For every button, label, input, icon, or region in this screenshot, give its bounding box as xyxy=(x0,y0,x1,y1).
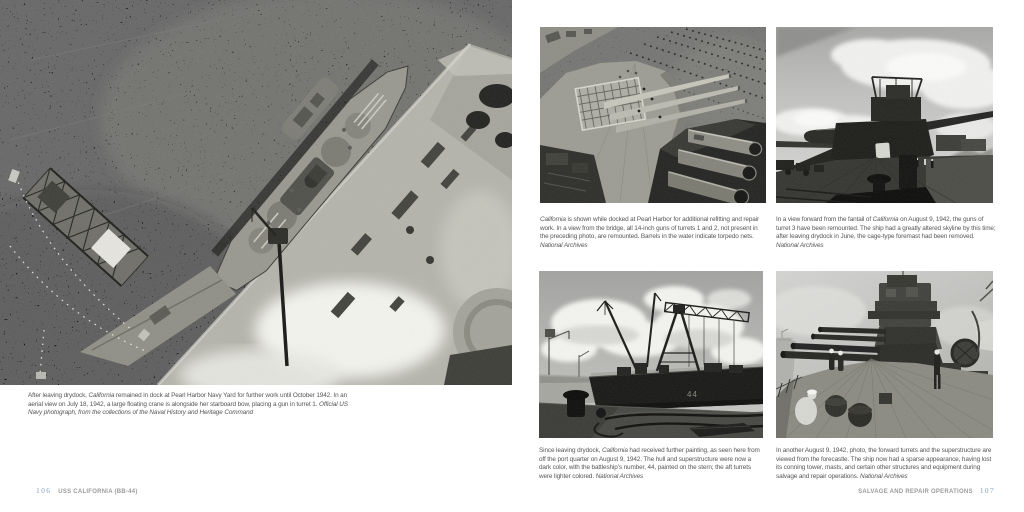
caption-port-quarter-photo: Since leaving drydock, California had received further painting, as seen here from off the port quarter on August 9, 1942. The hull and superstructure were now a dark color, with the battleship’s number, 44, painted on the stern; the aft turrets were lighter colored. National Archives xyxy=(539,447,760,481)
hull-number: 44 xyxy=(687,390,698,399)
page-number-right: 107 xyxy=(979,486,995,495)
folio-left xyxy=(36,486,138,495)
forecastle-view-photo xyxy=(776,271,993,438)
fantail-view-illustration xyxy=(776,27,993,203)
page-number-left: 106 xyxy=(36,486,52,495)
aerial-drydock-photo xyxy=(0,0,512,385)
folio-right xyxy=(858,486,995,495)
forecastle-view-illustration xyxy=(776,271,993,438)
bridge-view-photo xyxy=(540,27,766,203)
aerial-drydock-illustration xyxy=(0,0,512,385)
fantail-view-photo xyxy=(776,27,993,203)
bridge-view-illustration xyxy=(540,27,766,203)
caption-forecastle-photo: In another August 9, 1942, photo, the forward turrets and the superstructure are viewed from the forecastle. The ship now had a sparse appearance, having lost its conning tower, masts, and certain other structures and equipment during salvage and repair operations. National Archives xyxy=(776,447,992,481)
caption-fantail-photo: In a view forward from the fantail of California on August 9, 1942, the guns of turret 3 have been remounted. The ship had a greatly altered skyline by this time; after leaving drydock in June, the cage-type foremast had been removed. National Archives xyxy=(776,216,996,250)
caption-bridge-photo: California is shown while docked at Pearl Harbor for additional refitting and repair work. In a view from the bridge, all 14-inch guns of turrets 1 and 2, not present in the preceding photo, are remounted. Barrels in the water indicate torpedo nets. National Archives xyxy=(540,216,760,250)
caption-aerial-photo: After leaving drydock, California remained in dock at Pearl Harbor Navy Yard for further work until October 1942. In an aerial view on July 18, 1942, a large floating crane is alongside her starboard bow, placing a gun in turret 1. Official US Navy photograph, from the collections of the Naval History and Heritage Command xyxy=(28,392,348,417)
port-quarter-illustration xyxy=(539,271,763,438)
port-quarter-photo xyxy=(539,271,763,438)
running-head-right: SALVAGE AND REPAIR OPERATIONS xyxy=(858,489,973,495)
running-head-left: USS CALIFORNIA (BB-44) xyxy=(58,489,138,495)
